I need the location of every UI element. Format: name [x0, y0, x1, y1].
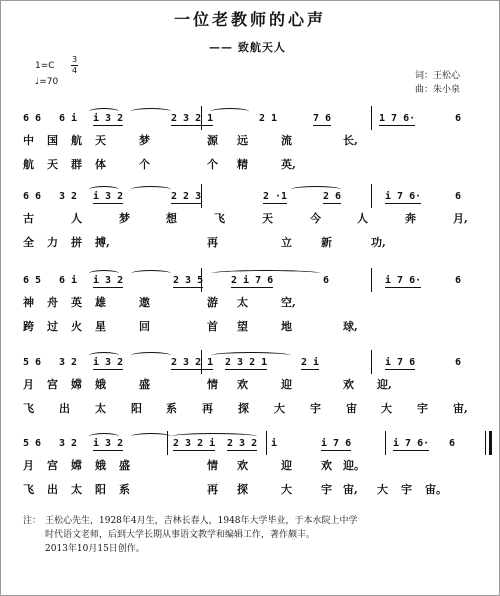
lyric-syllable: 大	[377, 483, 388, 496]
lyric-syllable: 阳	[95, 483, 106, 496]
lyric-syllable: 体	[95, 158, 106, 171]
bar-line	[201, 184, 202, 208]
final-bar-line	[485, 431, 492, 455]
lyric-syllable: 人	[357, 212, 368, 225]
lyric-syllable: 欢	[237, 459, 248, 472]
lyric-syllable: 飞	[23, 483, 34, 496]
lyric-syllable: 迎	[281, 459, 292, 472]
note-group: i 3 2	[93, 275, 124, 286]
note-group: 6	[455, 275, 462, 286]
lyric-syllable: 奔	[405, 212, 416, 225]
lyric-syllable: 雄	[95, 296, 106, 309]
lyric-syllable: 情	[207, 378, 218, 391]
lyric-verse-2	[1, 400, 499, 414]
lyric-syllable: 迎	[281, 378, 292, 391]
note-group: 6 6	[23, 191, 42, 202]
lyric-syllable: 英,	[281, 158, 296, 171]
lyric-syllable: 飞	[214, 212, 225, 225]
lyric-syllable: 国	[47, 134, 58, 147]
meter-top: 3	[71, 55, 78, 64]
bar-line	[385, 431, 386, 455]
lyric-syllable: 搏,	[95, 236, 110, 249]
lyric-syllable: 全	[23, 236, 34, 249]
lyric-syllable: 盛	[119, 459, 130, 472]
lyric-syllable: 天	[95, 134, 106, 147]
slur-mark	[131, 433, 171, 440]
lyric-syllable: 宫	[47, 378, 58, 391]
lyric-syllable: 系	[166, 402, 177, 415]
lyric-verse-1	[1, 294, 499, 308]
note-group: 2 2 3	[171, 191, 202, 202]
lyric-syllable: 大	[274, 402, 285, 415]
note-group: 6	[455, 357, 462, 368]
meter-bottom: 4	[71, 66, 78, 75]
note-group: 7 6	[313, 113, 332, 124]
bar-line	[266, 431, 267, 455]
lyric-syllable: 想	[166, 212, 177, 225]
slur-mark	[131, 270, 171, 277]
lyric-syllable: 航	[71, 134, 82, 147]
slur-mark	[171, 433, 257, 440]
lyric-syllable: 迎。	[343, 459, 365, 472]
slur-mark	[211, 270, 321, 277]
slur-mark	[89, 186, 119, 193]
composer-credit: 曲：朱小泉	[415, 85, 461, 95]
lyric-syllable: 功,	[371, 236, 386, 249]
bar-line	[201, 350, 202, 374]
lyric-syllable: 英	[71, 296, 82, 309]
lyric-syllable: 宙,	[453, 402, 468, 415]
note-group: i 3 2	[93, 438, 124, 449]
bar-line	[371, 106, 372, 130]
bar-line	[201, 268, 202, 292]
note-group: i	[271, 438, 278, 449]
footnote-label: 注：	[23, 516, 42, 526]
tempo-marking: ♩=70	[35, 77, 59, 87]
lyric-syllable: 出	[59, 402, 70, 415]
note-group: i 7 6	[321, 438, 352, 449]
song-title: 一位老教师的心声	[173, 10, 326, 29]
bar-line	[371, 184, 372, 208]
lyric-syllable: 太	[95, 402, 106, 415]
lyric-syllable: 阳	[131, 402, 142, 415]
note-group: 5 6	[23, 438, 42, 449]
lyric-verse-1	[1, 376, 499, 390]
note-group: 2 3 2	[227, 438, 258, 449]
lyric-verse-1	[1, 132, 499, 146]
lyric-syllable: 远	[237, 134, 248, 147]
lyric-syllable: 跨	[23, 320, 34, 333]
slur-mark	[89, 108, 119, 115]
lyric-syllable: 宇	[417, 402, 428, 415]
lyric-syllable: 源	[207, 134, 218, 147]
note-group: 3 2	[59, 191, 78, 202]
lyric-syllable: 飞	[23, 402, 34, 415]
lyric-syllable: 太	[71, 483, 82, 496]
lyric-syllable: 天	[47, 158, 58, 171]
note-group: i 3 2	[93, 357, 124, 368]
lyric-syllable: 中	[23, 134, 34, 147]
lyric-syllable: 宇	[310, 402, 321, 415]
key-signature: 1=C	[35, 61, 55, 71]
note-group: 6	[449, 438, 456, 449]
lyric-syllable: 个	[139, 158, 150, 171]
lyric-syllable: 宇	[321, 483, 332, 496]
lyric-syllable: 过	[47, 320, 58, 333]
lyric-syllable: 地	[281, 320, 292, 333]
note-group: 6	[455, 191, 462, 202]
lyric-syllable: 欢	[321, 459, 332, 472]
slur-mark	[131, 108, 171, 115]
lyric-syllable: 个	[207, 158, 218, 171]
lyric-syllable: 天	[262, 212, 273, 225]
note-group: 2 3 5	[173, 275, 204, 286]
note-group: 5 6	[23, 357, 42, 368]
slur-mark	[291, 186, 341, 193]
lyric-verse-2	[1, 481, 499, 495]
lyric-syllable: 欢	[343, 378, 354, 391]
lyric-syllable: 月,	[453, 212, 468, 225]
note-group: 2 3 2 1	[171, 113, 214, 124]
lyric-syllable: 精	[237, 158, 248, 171]
time-signature	[71, 56, 78, 75]
note-group: 2 i	[301, 357, 320, 368]
note-group: i 7 6	[385, 357, 416, 368]
footnote-line: 2013年10月15日创作。	[45, 544, 145, 554]
lyric-syllable: 宫	[47, 459, 58, 472]
lyric-syllable: 系	[119, 483, 130, 496]
lyric-syllable: 群	[71, 158, 82, 171]
bar-line	[201, 106, 202, 130]
lyric-syllable: 宙	[346, 402, 357, 415]
lyric-syllable: 再	[207, 483, 218, 496]
note-group: 3 2	[59, 438, 78, 449]
lyric-syllable: 游	[207, 296, 218, 309]
lyric-syllable: 太	[237, 296, 248, 309]
lyric-syllable: 球,	[343, 320, 358, 333]
note-group: 6	[323, 275, 330, 286]
lyric-syllable: 回	[139, 320, 150, 333]
lyric-syllable: 长,	[343, 134, 358, 147]
slur-mark	[131, 352, 171, 359]
lyricist-credit: 词：王松心	[415, 71, 461, 81]
note-group: 6	[455, 113, 462, 124]
lyric-syllable: 首	[207, 320, 218, 333]
lyric-syllable: 再	[202, 402, 213, 415]
lyric-syllable: 宙,	[343, 483, 358, 496]
bar-line	[167, 431, 168, 455]
footnote-line: 时代语文老师，后到大学长期从事语文教学和编辑工作，著作颇丰。	[45, 530, 316, 540]
note-group: 6 6	[23, 113, 42, 124]
slur-mark	[131, 186, 171, 193]
lyric-syllable: 古	[23, 212, 34, 225]
bar-line	[371, 268, 372, 292]
lyric-syllable: 月	[23, 378, 34, 391]
lyric-syllable: 探	[237, 483, 248, 496]
lyric-verse-1	[1, 457, 499, 471]
slur-mark	[211, 108, 249, 115]
lyric-syllable: 大	[381, 402, 392, 415]
lyric-syllable: 遨	[139, 296, 150, 309]
lyric-syllable: 空,	[281, 296, 296, 309]
lyric-syllable: 宙。	[425, 483, 447, 496]
lyric-syllable: 迎,	[377, 378, 392, 391]
note-group: 6 i	[59, 275, 78, 286]
lyric-syllable: 拼	[71, 236, 82, 249]
lyric-syllable: 娥	[95, 378, 106, 391]
lyric-verse-2	[1, 318, 499, 332]
lyric-syllable: 嫦	[71, 378, 82, 391]
lyric-verse-1	[1, 210, 499, 224]
lyric-syllable: 探	[238, 402, 249, 415]
lyric-syllable: 出	[47, 483, 58, 496]
note-group: 6 i	[59, 113, 78, 124]
lyric-syllable: 欢	[237, 378, 248, 391]
note-group: 2 3 2 1	[225, 357, 268, 368]
note-group: i 3 2	[93, 113, 124, 124]
lyric-syllable: 情	[207, 459, 218, 472]
lyric-syllable: 大	[281, 483, 292, 496]
slur-mark	[89, 433, 119, 440]
note-group: 6 5	[23, 275, 42, 286]
note-group: 3 2	[59, 357, 78, 368]
note-group: i 7 6·	[385, 275, 422, 286]
lyric-verse-2	[1, 156, 499, 170]
lyric-syllable: 今	[310, 212, 321, 225]
lyric-syllable: 嫦	[71, 459, 82, 472]
lyric-syllable: 宇	[401, 483, 412, 496]
note-group: 2 ·1	[263, 191, 288, 202]
lyric-syllable: 盛	[139, 378, 150, 391]
lyric-syllable: 再	[207, 236, 218, 249]
bar-line	[371, 350, 372, 374]
lyric-syllable: 人	[71, 212, 82, 225]
note-group: 2 3 2 i	[173, 438, 216, 449]
note-group: i 7 6·	[393, 438, 430, 449]
slur-mark	[211, 352, 291, 359]
slur-mark	[89, 352, 119, 359]
note-group: 1 7 6·	[379, 113, 416, 124]
lyric-syllable: 舟	[47, 296, 58, 309]
note-group: 2 1	[259, 113, 278, 124]
footnote-line: 王松心先生，1928年4月生，吉林长春人，1948年大学毕业，于本水院上中学	[45, 516, 358, 526]
lyric-syllable: 星	[95, 320, 106, 333]
lyric-syllable: 新	[321, 236, 332, 249]
note-group: 2 i 7 6	[231, 275, 274, 286]
lyric-verse-2	[1, 234, 499, 248]
lyric-syllable: 娥	[95, 459, 106, 472]
slur-mark	[89, 270, 119, 277]
lyric-syllable: 航	[23, 158, 34, 171]
note-group: 2 6	[323, 191, 342, 202]
song-subtitle: —— 致航天人	[209, 41, 286, 54]
note-group: i 7 6·	[385, 191, 422, 202]
lyric-syllable: 望	[237, 320, 248, 333]
lyric-syllable: 流	[281, 134, 292, 147]
lyric-syllable: 立	[281, 236, 292, 249]
lyric-syllable: 力	[47, 236, 58, 249]
lyric-syllable: 梦	[119, 212, 130, 225]
lyric-syllable: 梦	[139, 134, 150, 147]
note-group: i 3 2	[93, 191, 124, 202]
lyric-syllable: 神	[23, 296, 34, 309]
lyric-syllable: 火	[71, 320, 82, 333]
note-group: 2 3 2 1	[171, 357, 214, 368]
lyric-syllable: 月	[23, 459, 34, 472]
